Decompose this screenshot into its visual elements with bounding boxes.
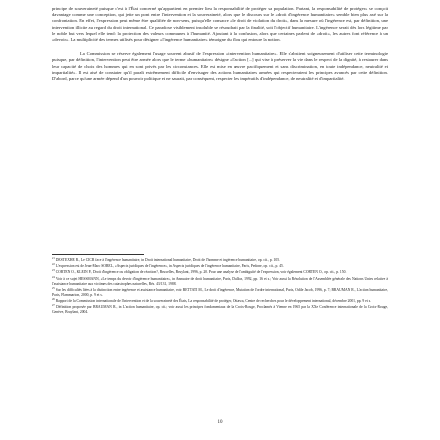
footnote bbox=[52, 258, 388, 263]
page-number: 10 bbox=[217, 420, 223, 425]
footnote-number: 25 bbox=[52, 286, 55, 290]
body-paragraph-1: principe de souveraineté puisque c'est à l'État concerné qu'appartient en premier lieu la responsabilité de protéger sa population. Partant, la responsabilité de protéger» se conçoit davantage comme une conception, qui jette un pont entre l'intervention et la souveraineté, alors que le discours sur le «droit d'ingérence humanitaire» semble bien plus axé sur la confrontation. En effet, l'expression peut même être qualifiée de non-sens, puisqu'elle consacre «le droit de violation du droit», dans la mesure où l'ingérence est, par définition, une intervention illicite au regard du droit international. Ce paradoxe visiblement insoluble se résoudrait par la finalité, soit l'objectif humanitaire. L'ingérence serait dès lors légitime par le noble but vers lequel elle tend: la protection des valeurs communes à l'humanité. Ajoutant à la confusion, alors que certaines parlent de «droit», les autres font référence à un «devoir». La multiplicité des termes utilisés pour désigner «l'ingérence humanitaire» témoigne du flou qui entoure la notion. bbox=[52, 6, 388, 43]
footnote bbox=[52, 305, 388, 315]
footnote-number: 26 bbox=[52, 297, 55, 301]
footnote-text: Voir à ce sujet HESSMANN, «Le temps du devoir d'ingérence humanitaire», in Annuaire de droit humanitaire, Paris, Dalloz, 1992, pp. 16 et s.; Voir aussi la Résolution de l'Assemblée générale des Nations Unies relative à l'assistance humanitaire aux victimes des catastrophes naturelles, Rés. 43/131, 1988. bbox=[52, 276, 388, 286]
footnotes-section bbox=[52, 258, 388, 316]
footnote-separator bbox=[52, 254, 144, 255]
footnote-number: 24 bbox=[52, 275, 55, 279]
body-paragraph-2: La Commission se réserve également l'usage souvent abusif de l'expression «intervention humanitaire». Elle s'abstient soigneusement d'utiliser cette terminologie puisque, par définition, l'intervention peut être armée alors que le terme «humanitaire» désigne «l'action [...] qui vise à préserver la vie dans le respect de la dignité, à restaurer dans leur capacité de choix des hommes qui en sont privés par les circonstances. Elle est mise en œuvre pacifiquement et sans discrimination, en toute indépendance, neutralité et impartialité». Il est aisé de constater qu'il paraît extrêmement difficile d'envisager des actions humanitaires armées qui respecteraient les principes avancés par cette définition. D'abord, parce qu'une armée dépend d'un pouvoir politique et ne saurait, par conséquent, respecter les impératifs d'indépendance, de neutralité et d'impartialité. bbox=[52, 51, 388, 82]
footnote bbox=[52, 270, 388, 275]
footnote-text: Rapport de la Commission internationale de l'intervention et de la souveraineté des États, La responsabilité de protéger, Ottawa, Centre de recherches pour le développement international, décembre 2001, pp. 9 et s. bbox=[55, 298, 372, 303]
footnote-text: DESTEXHE R., Le CICR face à l'ingérence humanitaire, in Droit international humanitaire, Droit de l'homme et ingérence humanitaire, op. cit., p. 105. bbox=[55, 258, 280, 262]
footnote-text: Définition proposée par BRAUMAN R., in L'action humanitaire, op. cit.; voir aussi les principes fondamentaux de la Croix-Rouge, Proclamés à Vienne en 1965 par la XXe Conférence internationale de la Croix-Rouge, Genève, Bruylant, 2004. bbox=[52, 305, 389, 315]
footnote-number: 21 bbox=[52, 256, 55, 260]
footnote-text: L'expression est de Jean-Marc SOREL, «Aspects juridiques de l'ingérence», in Aspects juridiques de l'ingérence humanitaire, Paris, Pedone, op. cit., p. 45. bbox=[55, 264, 284, 269]
footnote-number: 22 bbox=[52, 262, 55, 266]
document-page bbox=[52, 6, 388, 434]
footnote-number: 27 bbox=[52, 303, 55, 307]
footnote-text: CORTEN O., KLEIN P., Droit d'ingérence ou obligation de réaction?, Bruxelles, Bruylant, 1996, p. 20. Pour une analyse de l'ambiguïté de l'expression, voir également CORTEN O., op. cit., p. 150. bbox=[55, 270, 347, 275]
footnote bbox=[52, 277, 388, 287]
footnote bbox=[52, 288, 388, 298]
footnote-number: 23 bbox=[52, 269, 55, 273]
footnote bbox=[52, 264, 388, 269]
footnote bbox=[52, 299, 388, 304]
footnote-text: Sur les difficultés liées à la distinction entre ingérence et assistance humanitaire, voir BETTATI M., Le droit d'ingérence, Mutation de l'ordre international, Paris, Odile Jacob, 1996, p. 7; BRAUMAN R., L'action humanitaire, Paris, Flammarion, 2000, p. 9 et s. bbox=[52, 287, 389, 297]
